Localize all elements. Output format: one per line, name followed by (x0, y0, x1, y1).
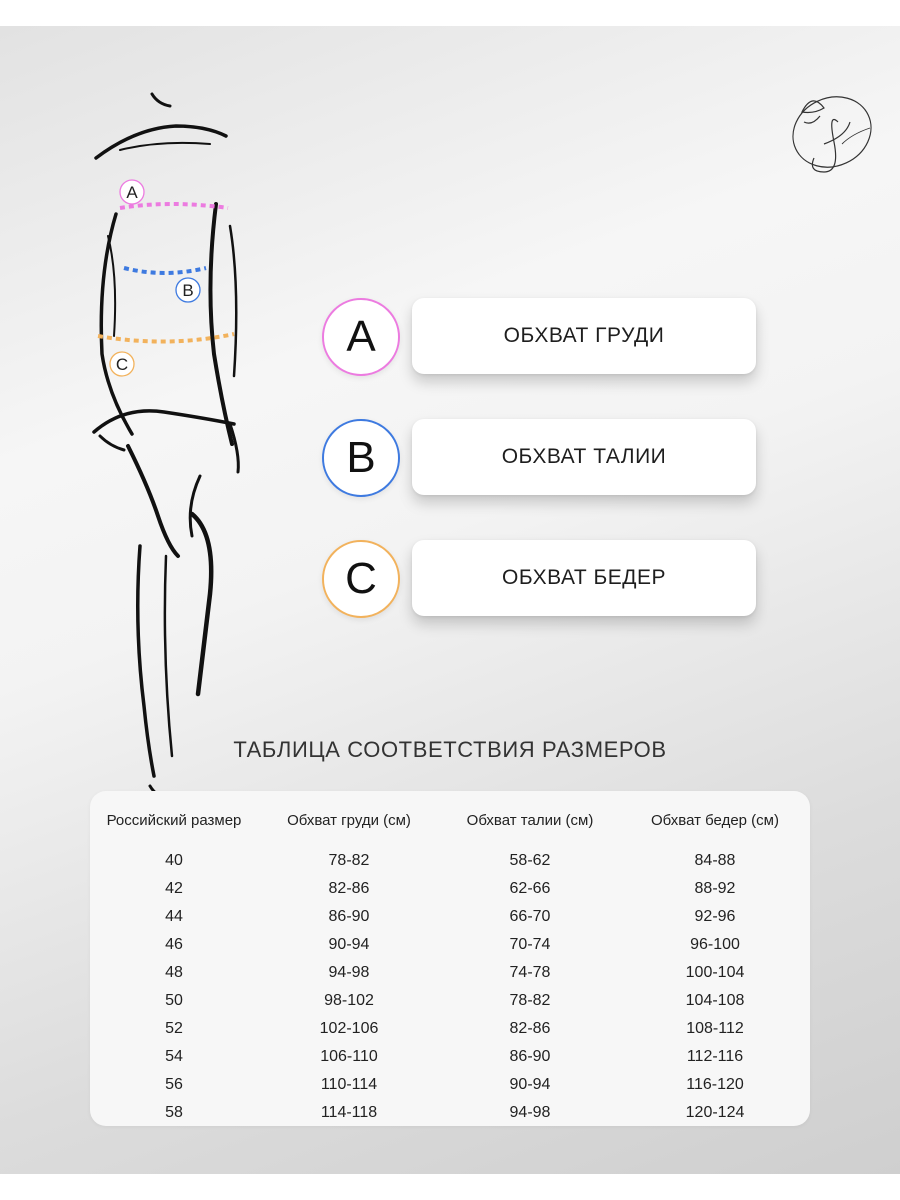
chest-label: ОБХВАТ ГРУДИ (503, 324, 665, 347)
cell-size: 40 (165, 852, 183, 869)
cell-chest: 94-98 (328, 964, 370, 981)
cell-size: 46 (165, 936, 183, 953)
cell-waist: 86-90 (509, 1048, 551, 1065)
cell-size: 42 (165, 880, 183, 897)
body-sketch-illustration (80, 86, 280, 806)
cell-chest: 110-114 (320, 1076, 378, 1093)
letter-c: C (345, 554, 377, 603)
circle-a (322, 298, 400, 376)
label-b-small: B (182, 281, 194, 300)
cell-hips: 100-104 (685, 964, 745, 981)
label-a-small: A (126, 183, 138, 202)
table-row (90, 931, 810, 959)
cell-hips: 92-96 (694, 908, 736, 925)
table-row (90, 835, 810, 875)
circle-c (322, 540, 400, 618)
hips-label: ОБХВАТ БЕДЕР (501, 566, 667, 589)
cell-hips: 84-88 (694, 852, 736, 869)
cell-size: 54 (165, 1048, 183, 1065)
cell-chest: 102-106 (319, 1020, 379, 1037)
measure-row-hips (322, 540, 762, 620)
cell-waist: 70-74 (509, 936, 551, 953)
cell-waist: 66-70 (509, 908, 551, 925)
header-hips: Обхват бедер (см) (651, 811, 779, 829)
measure-row-waist (322, 419, 762, 499)
table-row (90, 1071, 810, 1099)
cell-hips: 96-100 (690, 936, 740, 953)
cell-size: 48 (165, 964, 183, 981)
cell-hips: 120-124 (685, 1104, 745, 1121)
cell-waist: 82-86 (509, 1020, 551, 1037)
table-row (90, 1099, 810, 1127)
chest-card (412, 298, 756, 374)
cell-size: 58 (165, 1104, 183, 1121)
cell-size: 44 (165, 908, 183, 925)
waist-label: ОБХВАТ ТАЛИИ (501, 445, 667, 468)
table-row (90, 959, 810, 987)
waist-card (412, 419, 756, 495)
size-table-title: ТАБЛИЦА СООТВЕТСТВИЯ РАЗМЕРОВ (233, 737, 667, 762)
measure-row-chest (322, 298, 762, 378)
cell-chest: 86-90 (328, 908, 370, 925)
header-russian-size: Российский размер (106, 811, 242, 829)
cell-size: 56 (165, 1076, 183, 1093)
cell-chest: 90-94 (328, 936, 370, 953)
label-c-small: C (115, 355, 129, 374)
cell-size: 50 (165, 992, 183, 1009)
cell-waist: 58-62 (509, 852, 551, 869)
cell-waist: 74-78 (509, 964, 551, 981)
cell-hips: 108-112 (686, 1020, 744, 1037)
table-row (90, 1043, 810, 1071)
circle-b (322, 419, 400, 497)
table-row (90, 1015, 810, 1043)
table-row (90, 903, 810, 931)
cell-chest: 82-86 (328, 880, 370, 897)
hips-card (412, 540, 756, 616)
header-waist: Обхват талии (см) (466, 811, 594, 829)
cell-waist: 90-94 (509, 1076, 551, 1093)
cell-hips: 88-92 (694, 880, 736, 897)
cell-chest: 98-102 (324, 992, 374, 1009)
butterfly-signature-logo-icon (782, 82, 882, 182)
cell-waist: 94-98 (509, 1104, 551, 1121)
cell-waist: 62-66 (509, 880, 551, 897)
cell-hips: 116-120 (686, 1076, 744, 1093)
cell-hips: 104-108 (685, 992, 745, 1009)
cell-chest: 78-82 (328, 852, 370, 869)
letter-b: B (346, 433, 376, 482)
size-table-card (90, 791, 810, 1126)
cell-size: 52 (165, 1020, 183, 1037)
table-row (90, 987, 810, 1015)
size-table (90, 805, 810, 1127)
cell-chest: 114-118 (320, 1104, 378, 1121)
cell-hips: 112-116 (686, 1048, 744, 1065)
table-header-row (90, 805, 810, 835)
header-chest: Обхват груди (см) (287, 811, 411, 829)
cell-chest: 106-110 (320, 1048, 378, 1065)
letter-a: A (346, 312, 376, 361)
cell-waist: 78-82 (509, 992, 551, 1009)
table-row (90, 875, 810, 903)
